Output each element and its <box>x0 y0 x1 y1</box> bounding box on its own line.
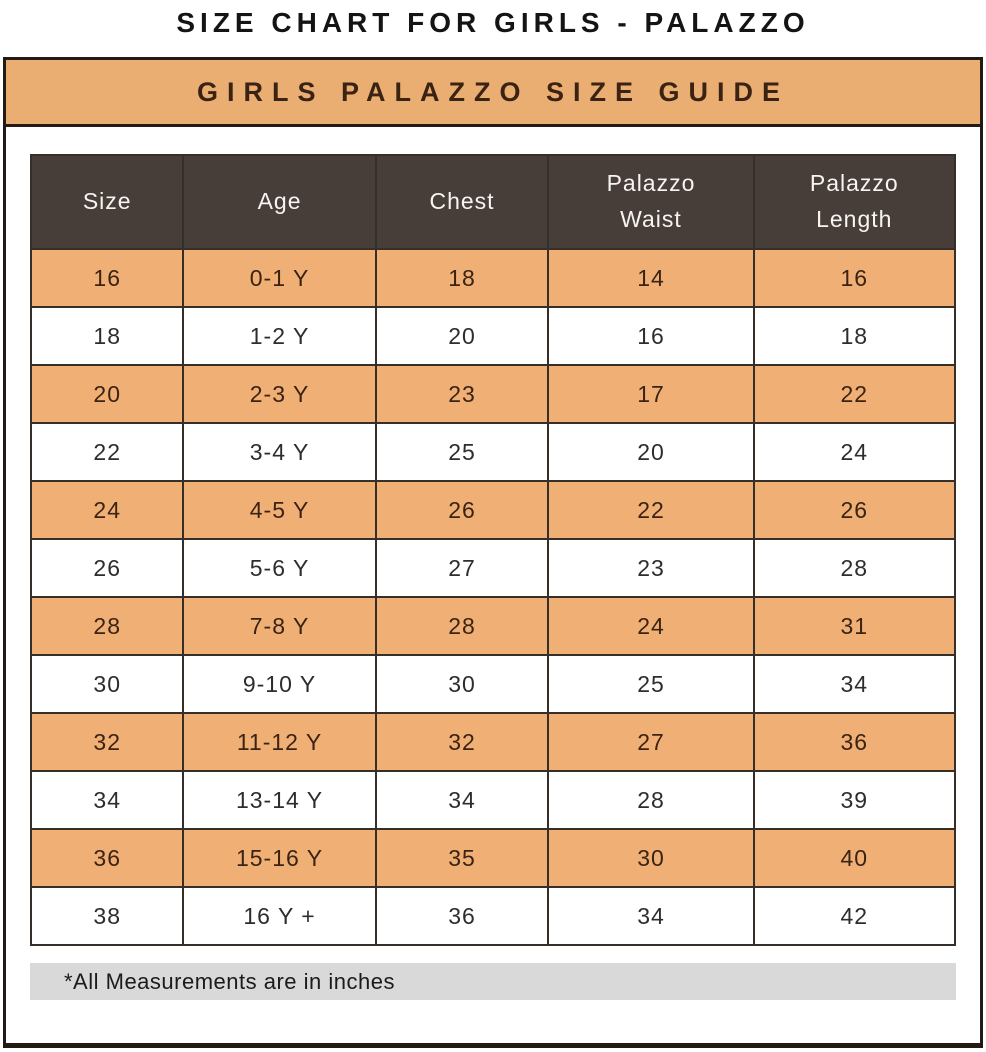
table-cell: 30 <box>548 829 753 887</box>
column-header: Palazzo Waist <box>548 155 753 249</box>
table-cell: 20 <box>548 423 753 481</box>
table-row <box>31 481 955 539</box>
table-cell: 31 <box>754 597 955 655</box>
table-cell: 14 <box>548 249 753 307</box>
table-cell: 38 <box>31 887 183 945</box>
table-cell: 13-14 Y <box>183 771 375 829</box>
table-cell: 28 <box>31 597 183 655</box>
table-cell: 9-10 Y <box>183 655 375 713</box>
table-cell: 22 <box>754 365 955 423</box>
table-cell: 34 <box>754 655 955 713</box>
table-row <box>31 655 955 713</box>
table-cell: 15-16 Y <box>183 829 375 887</box>
table-cell: 26 <box>754 481 955 539</box>
table-cell: 23 <box>548 539 753 597</box>
table-cell: 35 <box>376 829 549 887</box>
table-row <box>31 597 955 655</box>
table-cell: 16 <box>548 307 753 365</box>
table-header-row <box>31 155 955 249</box>
table-cell: 36 <box>31 829 183 887</box>
table-cell: 16 <box>31 249 183 307</box>
column-header: Age <box>183 155 375 249</box>
column-header: Chest <box>376 155 549 249</box>
table-row <box>31 539 955 597</box>
table-cell: 28 <box>376 597 549 655</box>
table-cell: 27 <box>376 539 549 597</box>
footnote-bar <box>30 963 956 1000</box>
table-cell: 25 <box>548 655 753 713</box>
banner <box>6 60 980 127</box>
table-cell: 1-2 Y <box>183 307 375 365</box>
table-cell: 18 <box>754 307 955 365</box>
chart-frame <box>3 57 983 1048</box>
table-cell: 40 <box>754 829 955 887</box>
table-cell: 27 <box>548 713 753 771</box>
table-cell: 28 <box>548 771 753 829</box>
table-cell: 18 <box>31 307 183 365</box>
table-cell: 20 <box>31 365 183 423</box>
table-cell: 7-8 Y <box>183 597 375 655</box>
table-cell: 3-4 Y <box>183 423 375 481</box>
table-cell: 16 <box>754 249 955 307</box>
table-container <box>30 154 956 946</box>
table-cell: 30 <box>31 655 183 713</box>
column-header: Size <box>31 155 183 249</box>
table-cell: 16 Y + <box>183 887 375 945</box>
table-cell: 26 <box>31 539 183 597</box>
size-table-body <box>31 249 955 945</box>
table-row <box>31 713 955 771</box>
table-cell: 17 <box>548 365 753 423</box>
table-cell: 32 <box>31 713 183 771</box>
table-cell: 24 <box>31 481 183 539</box>
size-table <box>30 154 956 946</box>
table-row <box>31 365 955 423</box>
table-cell: 18 <box>376 249 549 307</box>
table-cell: 22 <box>548 481 753 539</box>
table-cell: 28 <box>754 539 955 597</box>
table-row <box>31 829 955 887</box>
table-cell: 36 <box>376 887 549 945</box>
table-cell: 11-12 Y <box>183 713 375 771</box>
table-cell: 34 <box>31 771 183 829</box>
table-row <box>31 249 955 307</box>
page-title: SIZE CHART FOR GIRLS - PALAZZO <box>176 7 810 38</box>
banner-title: GIRLS PALAZZO SIZE GUIDE <box>196 76 789 107</box>
table-cell: 4-5 Y <box>183 481 375 539</box>
table-cell: 34 <box>548 887 753 945</box>
footnote-text: *All Measurements are in inches <box>64 968 395 994</box>
table-cell: 23 <box>376 365 549 423</box>
table-cell: 22 <box>31 423 183 481</box>
table-cell: 34 <box>376 771 549 829</box>
table-cell: 26 <box>376 481 549 539</box>
table-cell: 30 <box>376 655 549 713</box>
table-row <box>31 307 955 365</box>
table-cell: 32 <box>376 713 549 771</box>
table-cell: 5-6 Y <box>183 539 375 597</box>
table-cell: 24 <box>548 597 753 655</box>
column-header: Palazzo Length <box>754 155 955 249</box>
table-cell: 0-1 Y <box>183 249 375 307</box>
table-cell: 39 <box>754 771 955 829</box>
table-cell: 25 <box>376 423 549 481</box>
table-cell: 2-3 Y <box>183 365 375 423</box>
table-cell: 24 <box>754 423 955 481</box>
table-row <box>31 423 955 481</box>
table-cell: 36 <box>754 713 955 771</box>
table-cell: 42 <box>754 887 955 945</box>
table-cell: 20 <box>376 307 549 365</box>
table-row <box>31 771 955 829</box>
table-row <box>31 887 955 945</box>
